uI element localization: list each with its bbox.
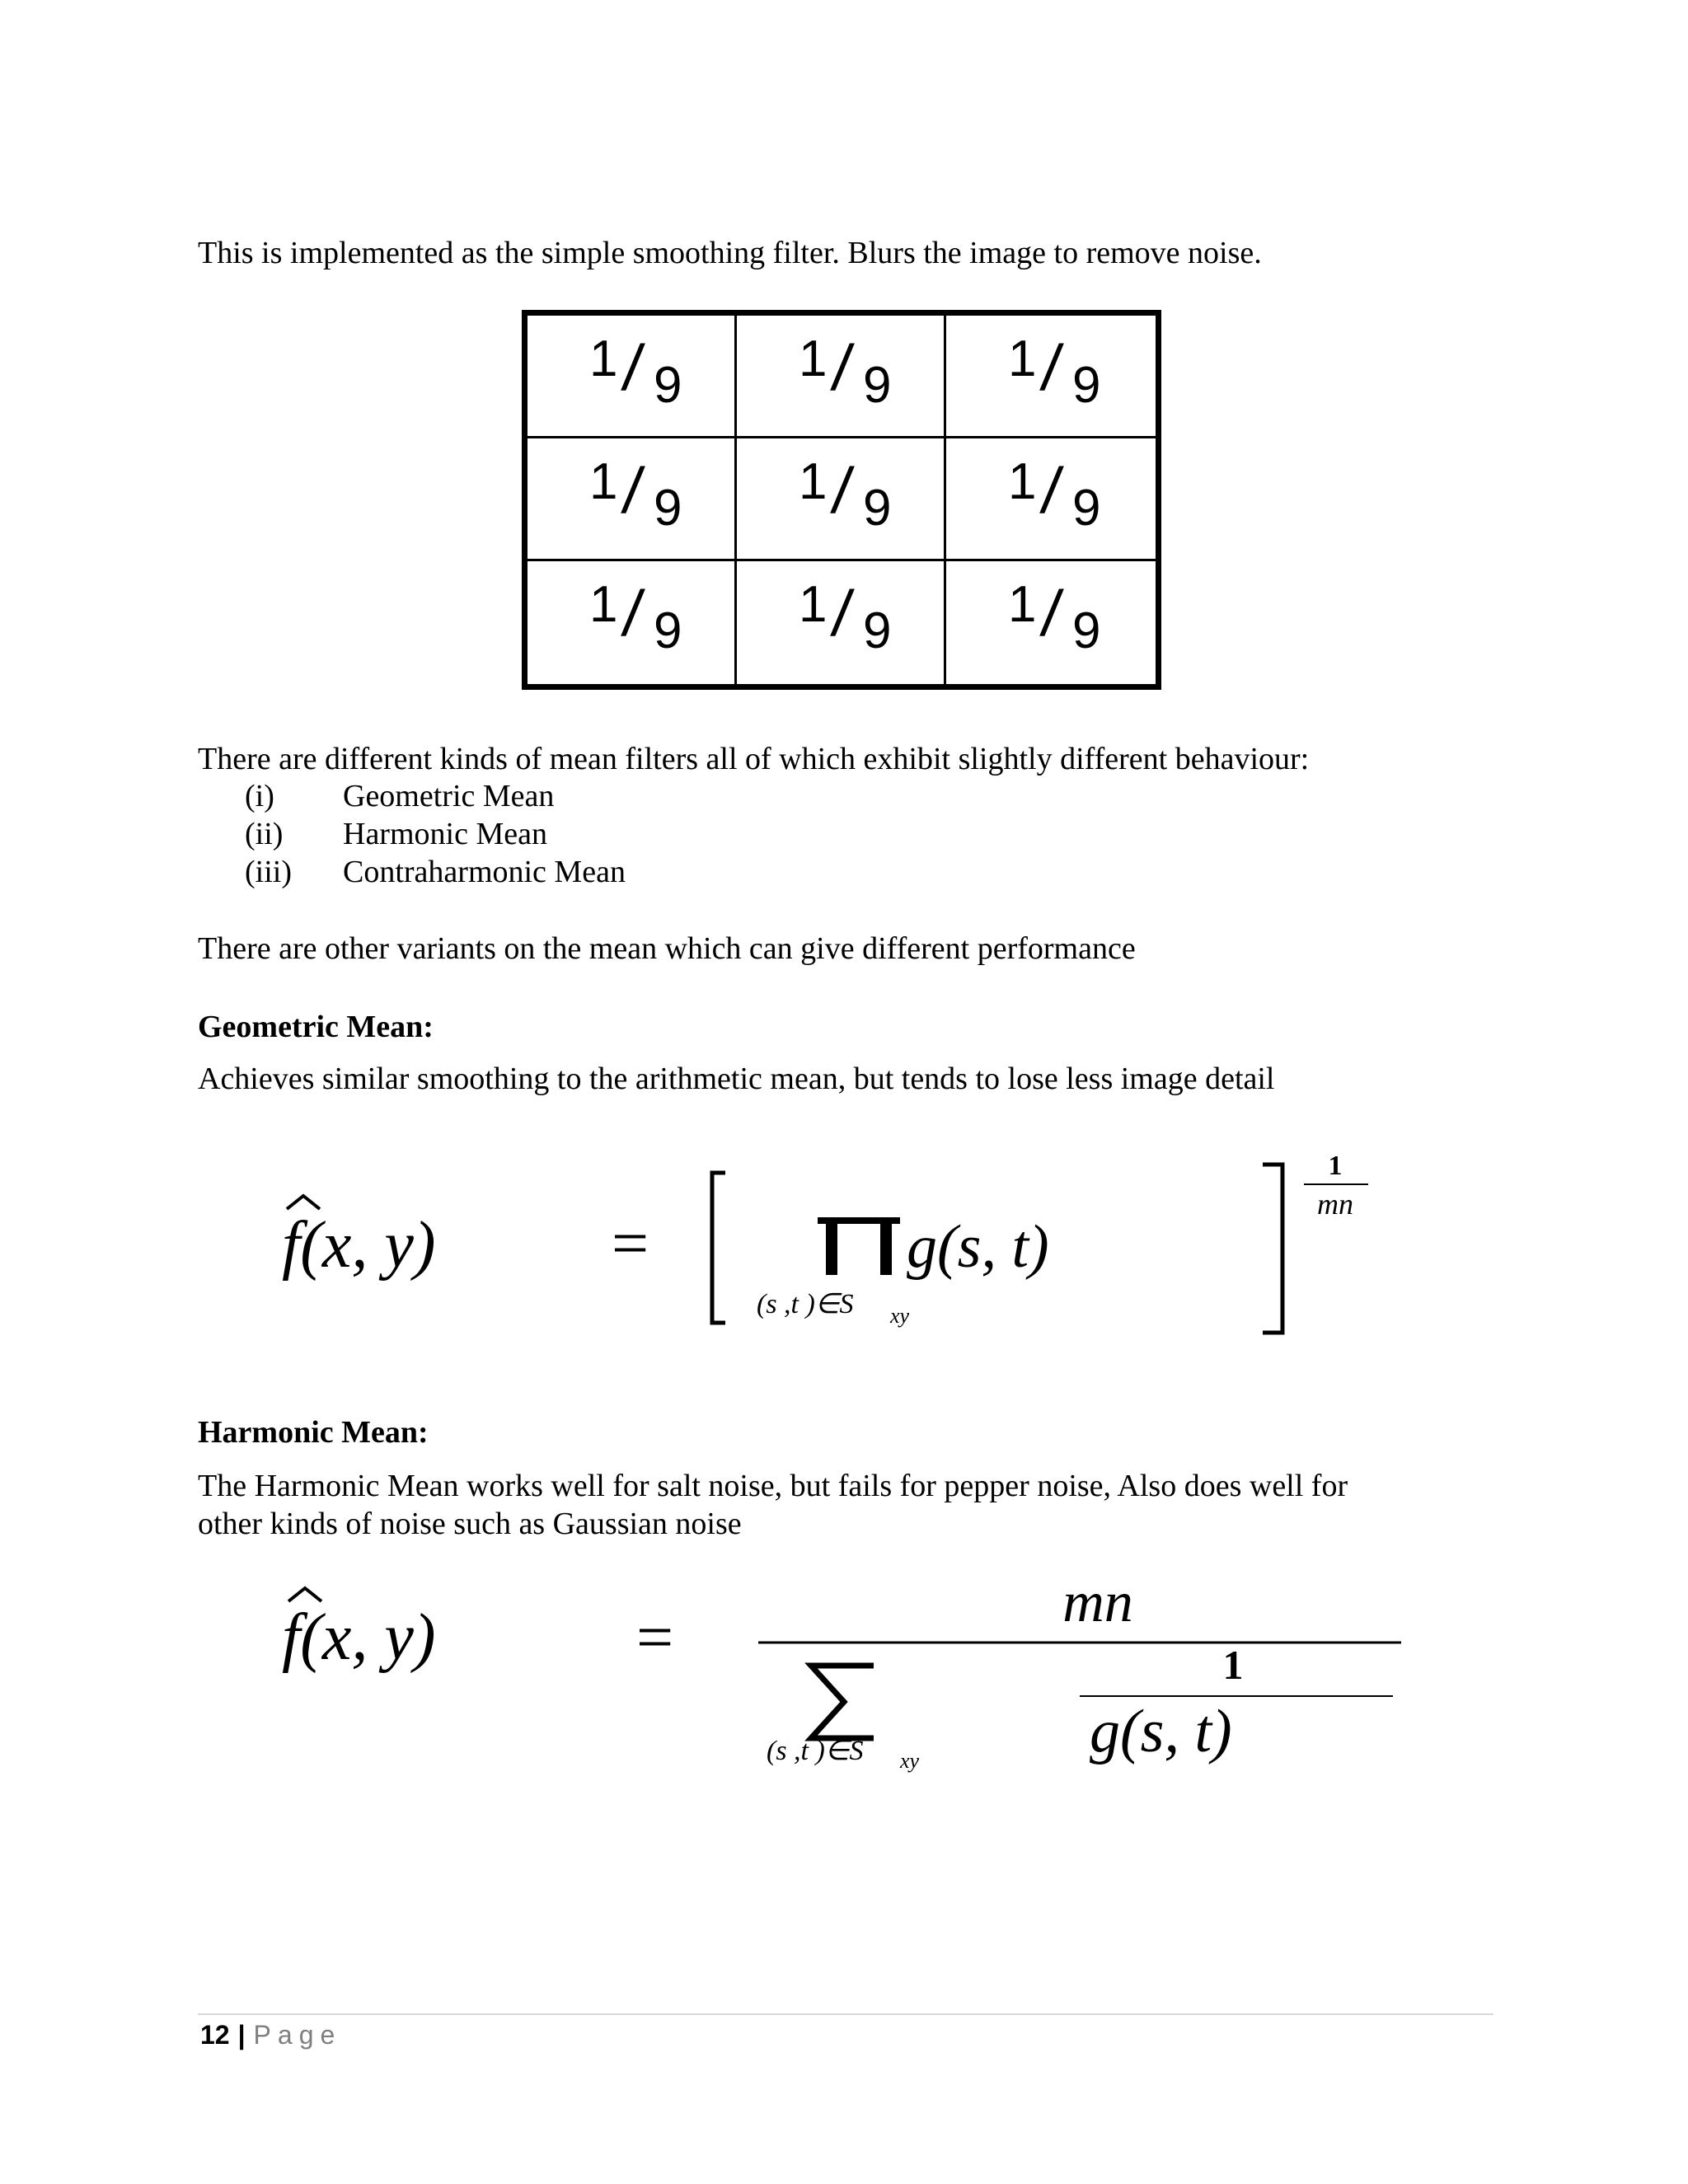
kernel-cell bbox=[737, 316, 946, 438]
fraction-slash: / bbox=[828, 577, 856, 649]
geometric-mean-formula bbox=[264, 1141, 1418, 1339]
variants-text: There are other variants on the mean which can give different performance bbox=[198, 931, 1136, 966]
kernel-fraction bbox=[799, 330, 914, 424]
exponent-denominator: mn bbox=[1317, 1188, 1353, 1221]
kernel-cell bbox=[946, 316, 1156, 438]
harmonic-mean-heading: Harmonic Mean: bbox=[198, 1415, 429, 1450]
product-symbol bbox=[818, 1217, 900, 1275]
page-label: Page bbox=[253, 2020, 342, 2050]
fraction-numerator: 1 bbox=[589, 453, 618, 510]
product-subscript: (s ,t )∈S bbox=[757, 1289, 854, 1319]
fraction-numerator: 1 bbox=[1008, 330, 1037, 387]
fraction-slash: / bbox=[828, 454, 856, 527]
exponent-numerator: 1 bbox=[1328, 1151, 1343, 1181]
fraction-denominator: 9 bbox=[1072, 480, 1101, 537]
equals-sign: = bbox=[612, 1207, 649, 1280]
kernel-fraction bbox=[799, 576, 914, 670]
fraction-numerator: 1 bbox=[1008, 576, 1037, 633]
kernel-cell bbox=[528, 561, 737, 684]
fraction-denominator: 9 bbox=[863, 357, 892, 414]
product-subscript-xy: xy bbox=[890, 1304, 910, 1328]
fraction-slash: / bbox=[618, 331, 647, 404]
intro-text: This is implemented as the simple smoothing filter. Blurs the image to remove noise. bbox=[198, 236, 1262, 270]
kernel-cell bbox=[528, 438, 737, 561]
inner-numerator: 1 bbox=[1222, 1642, 1244, 1688]
kernel-fraction bbox=[1008, 330, 1123, 424]
footer-separator: | bbox=[237, 2020, 246, 2050]
sigma-symbol bbox=[811, 1666, 874, 1738]
fraction-numerator: 1 bbox=[1008, 453, 1037, 510]
list-item-label: Contraharmonic Mean bbox=[343, 855, 626, 889]
kernel-fraction bbox=[1008, 453, 1123, 547]
list-item-number: (i) bbox=[245, 779, 274, 813]
list-item-label: Geometric Mean bbox=[343, 779, 555, 813]
fraction-denominator: 9 bbox=[654, 480, 682, 537]
kernel-cell bbox=[737, 561, 946, 684]
fraction-slash: / bbox=[1037, 454, 1066, 527]
fraction-numerator: 1 bbox=[799, 576, 828, 633]
kernel-fraction bbox=[589, 453, 705, 547]
page-footer bbox=[200, 2020, 341, 2050]
fraction-numerator: 1 bbox=[589, 576, 618, 633]
kernel-cell bbox=[528, 316, 737, 438]
fraction-denominator: 9 bbox=[654, 357, 682, 414]
harmonic-mean-description-line2: other kinds of noise such as Gaussian noise bbox=[198, 1507, 742, 1541]
kernel-fraction bbox=[799, 453, 914, 547]
kernel-fraction bbox=[589, 330, 705, 424]
kernel-fraction bbox=[1008, 576, 1123, 670]
equals-sign: = bbox=[636, 1601, 674, 1674]
kernel-fraction bbox=[589, 576, 705, 670]
harmonic-mean-description-line1: The Harmonic Mean works well for salt noise, but fails for pepper noise, Also does well for bbox=[198, 1469, 1348, 1503]
footer-divider bbox=[198, 2013, 1493, 2015]
sum-subscript: (s ,t )∈S bbox=[767, 1736, 864, 1766]
fraction-slash: / bbox=[618, 454, 647, 527]
kernel-cell bbox=[946, 438, 1156, 561]
fraction-slash: / bbox=[1037, 331, 1066, 404]
averaging-kernel-grid bbox=[522, 310, 1161, 690]
list-item-number: (ii) bbox=[245, 817, 284, 851]
geometric-mean-heading: Geometric Mean: bbox=[198, 1010, 434, 1044]
hat-accent bbox=[287, 1196, 320, 1209]
fraction-slash: / bbox=[828, 331, 856, 404]
fraction-numerator: 1 bbox=[589, 330, 618, 387]
product-term: g(s, t) bbox=[907, 1213, 1049, 1281]
lhs-expression: f(x, y) bbox=[282, 1601, 436, 1674]
hat-accent bbox=[288, 1588, 321, 1601]
lhs-expression: f(x, y) bbox=[282, 1209, 436, 1282]
fraction-slash: / bbox=[618, 577, 647, 649]
list-item-number: (iii) bbox=[245, 855, 292, 889]
fraction-denominator: 9 bbox=[863, 480, 892, 537]
kernel-cell bbox=[737, 438, 946, 561]
inner-denominator: g(s, t) bbox=[1090, 1698, 1232, 1765]
harmonic-numerator: mn bbox=[1062, 1571, 1133, 1634]
geometric-mean-description: Achieves similar smoothing to the arithmetic mean, but tends to lose less image detail bbox=[198, 1062, 1275, 1096]
right-bracket bbox=[1263, 1165, 1282, 1333]
sum-subscript-xy: xy bbox=[900, 1749, 920, 1773]
left-bracket bbox=[712, 1173, 725, 1323]
fraction-denominator: 9 bbox=[863, 602, 892, 659]
fraction-numerator: 1 bbox=[799, 330, 828, 387]
fraction-denominator: 9 bbox=[1072, 357, 1101, 414]
fraction-denominator: 9 bbox=[1072, 602, 1101, 659]
fraction-slash: / bbox=[1037, 577, 1066, 649]
harmonic-mean-formula bbox=[264, 1570, 1418, 1793]
fraction-denominator: 9 bbox=[654, 602, 682, 659]
list-item-label: Harmonic Mean bbox=[343, 817, 547, 851]
page-number: 12 bbox=[200, 2020, 230, 2050]
fraction-numerator: 1 bbox=[799, 453, 828, 510]
mean-filters-intro: There are different kinds of mean filters all of which exhibit slightly different behaviour: bbox=[198, 742, 1310, 776]
kernel-cell bbox=[946, 561, 1156, 684]
